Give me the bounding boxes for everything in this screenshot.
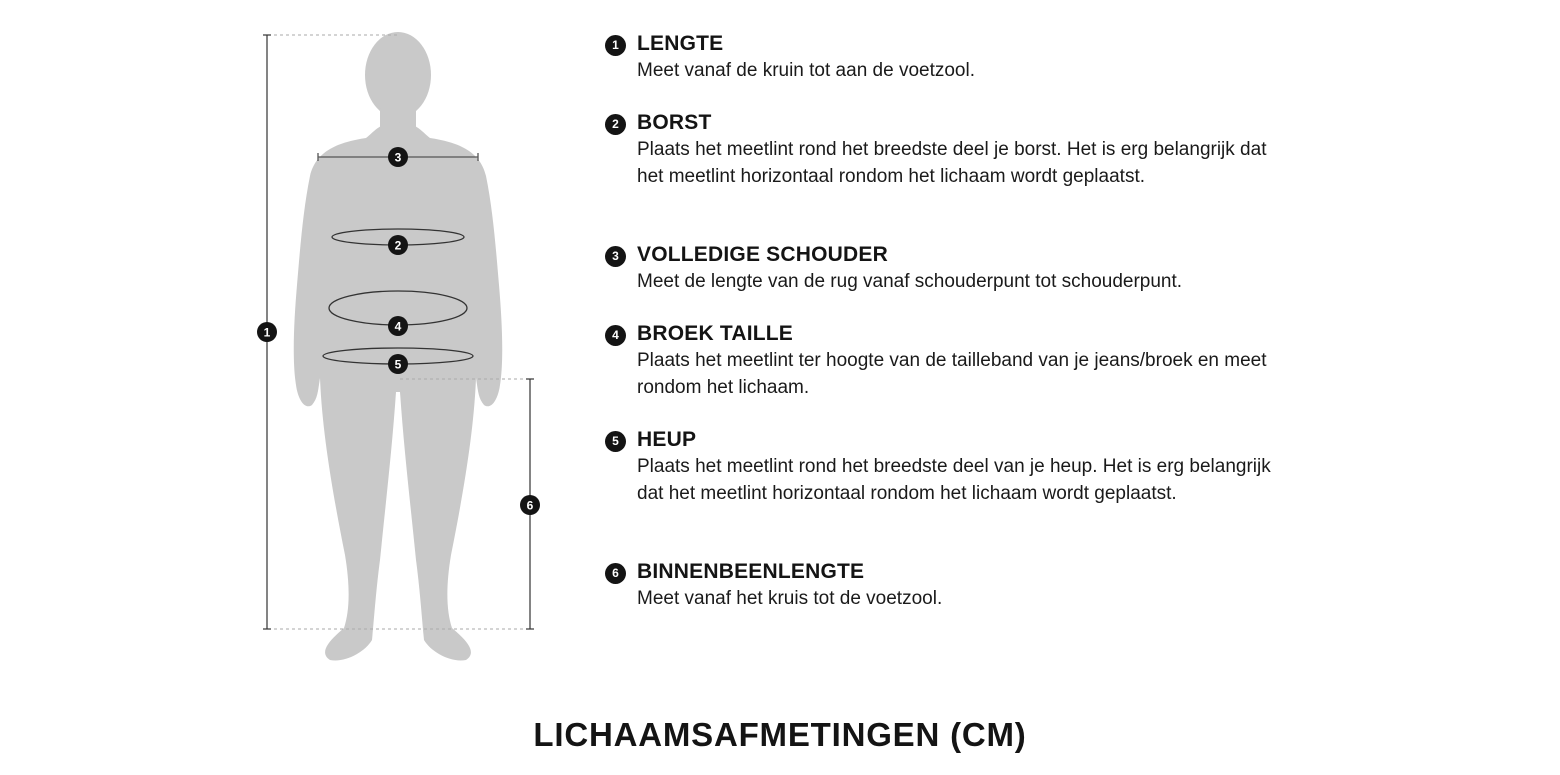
marker-hip-label: 5 (394, 357, 402, 372)
marker-inseam-label: 6 (526, 498, 534, 513)
body-silhouette (294, 32, 502, 660)
marker-shoulder (388, 147, 408, 167)
measurement-title: BINNENBEENLENGTE (637, 560, 865, 583)
number-badge: 1 (605, 35, 626, 56)
page-title: LICHAAMSAFMETINGEN (CM) (533, 716, 1027, 753)
measurement-item-inseam (605, 558, 1325, 613)
measurement-list (605, 30, 1325, 613)
marker-chest (388, 235, 408, 255)
marker-inseam (520, 495, 540, 515)
measurement-item-waist (605, 320, 1325, 426)
measurement-description: Meet vanaf het kruis tot de voetzool. (637, 588, 943, 609)
measurement-item-length (605, 30, 1325, 109)
measurement-description: Plaats het meetlint rond het breedste deel van je heup. Het is erg belangrijk dat het meetlint horizontaal rondom het lichaam wordt geplaatst. (637, 456, 1271, 504)
number-badge: 4 (605, 325, 626, 346)
measurement-item-hip (605, 426, 1325, 558)
measurement-item-chest (605, 109, 1325, 241)
marker-waist-label: 4 (394, 319, 402, 334)
number-badge: 5 (605, 431, 626, 452)
marker-length (257, 322, 277, 342)
measurement-title: BORST (637, 111, 712, 134)
measurement-description: Meet de lengte van de rug vanaf schouderpunt tot schouderpunt. (637, 271, 1183, 292)
number-badge: 2 (605, 114, 626, 135)
measurement-title: BROEK TAILLE (637, 322, 794, 345)
measurement-description: Plaats het meetlint rond het breedste deel je borst. Het is erg belangrijk dat het meetlint horizontaal rondom het lichaam wordt geplaatst. (637, 139, 1267, 187)
measurement-title: HEUP (637, 428, 697, 451)
measurement-title: VOLLEDIGE SCHOUDER (637, 243, 888, 266)
number-badge: 6 (605, 563, 626, 584)
marker-chest-label: 2 (394, 238, 402, 253)
marker-length-label: 1 (263, 325, 271, 340)
measurement-title: LENGTE (637, 32, 724, 55)
marker-hip (388, 354, 408, 374)
measurement-description: Meet vanaf de kruin tot aan de voetzool. (637, 60, 975, 81)
measurement-description: Plaats het meetlint ter hoogte van de tailleband van je jeans/broek en meet rondom het lichaam. (637, 350, 1267, 398)
measurement-item-shoulder (605, 241, 1325, 320)
marker-waist (388, 316, 408, 336)
body-silhouette-diagram (0, 0, 620, 680)
number-badge: 3 (605, 246, 626, 267)
body-figure (0, 0, 620, 680)
marker-shoulder-label: 3 (394, 150, 402, 165)
